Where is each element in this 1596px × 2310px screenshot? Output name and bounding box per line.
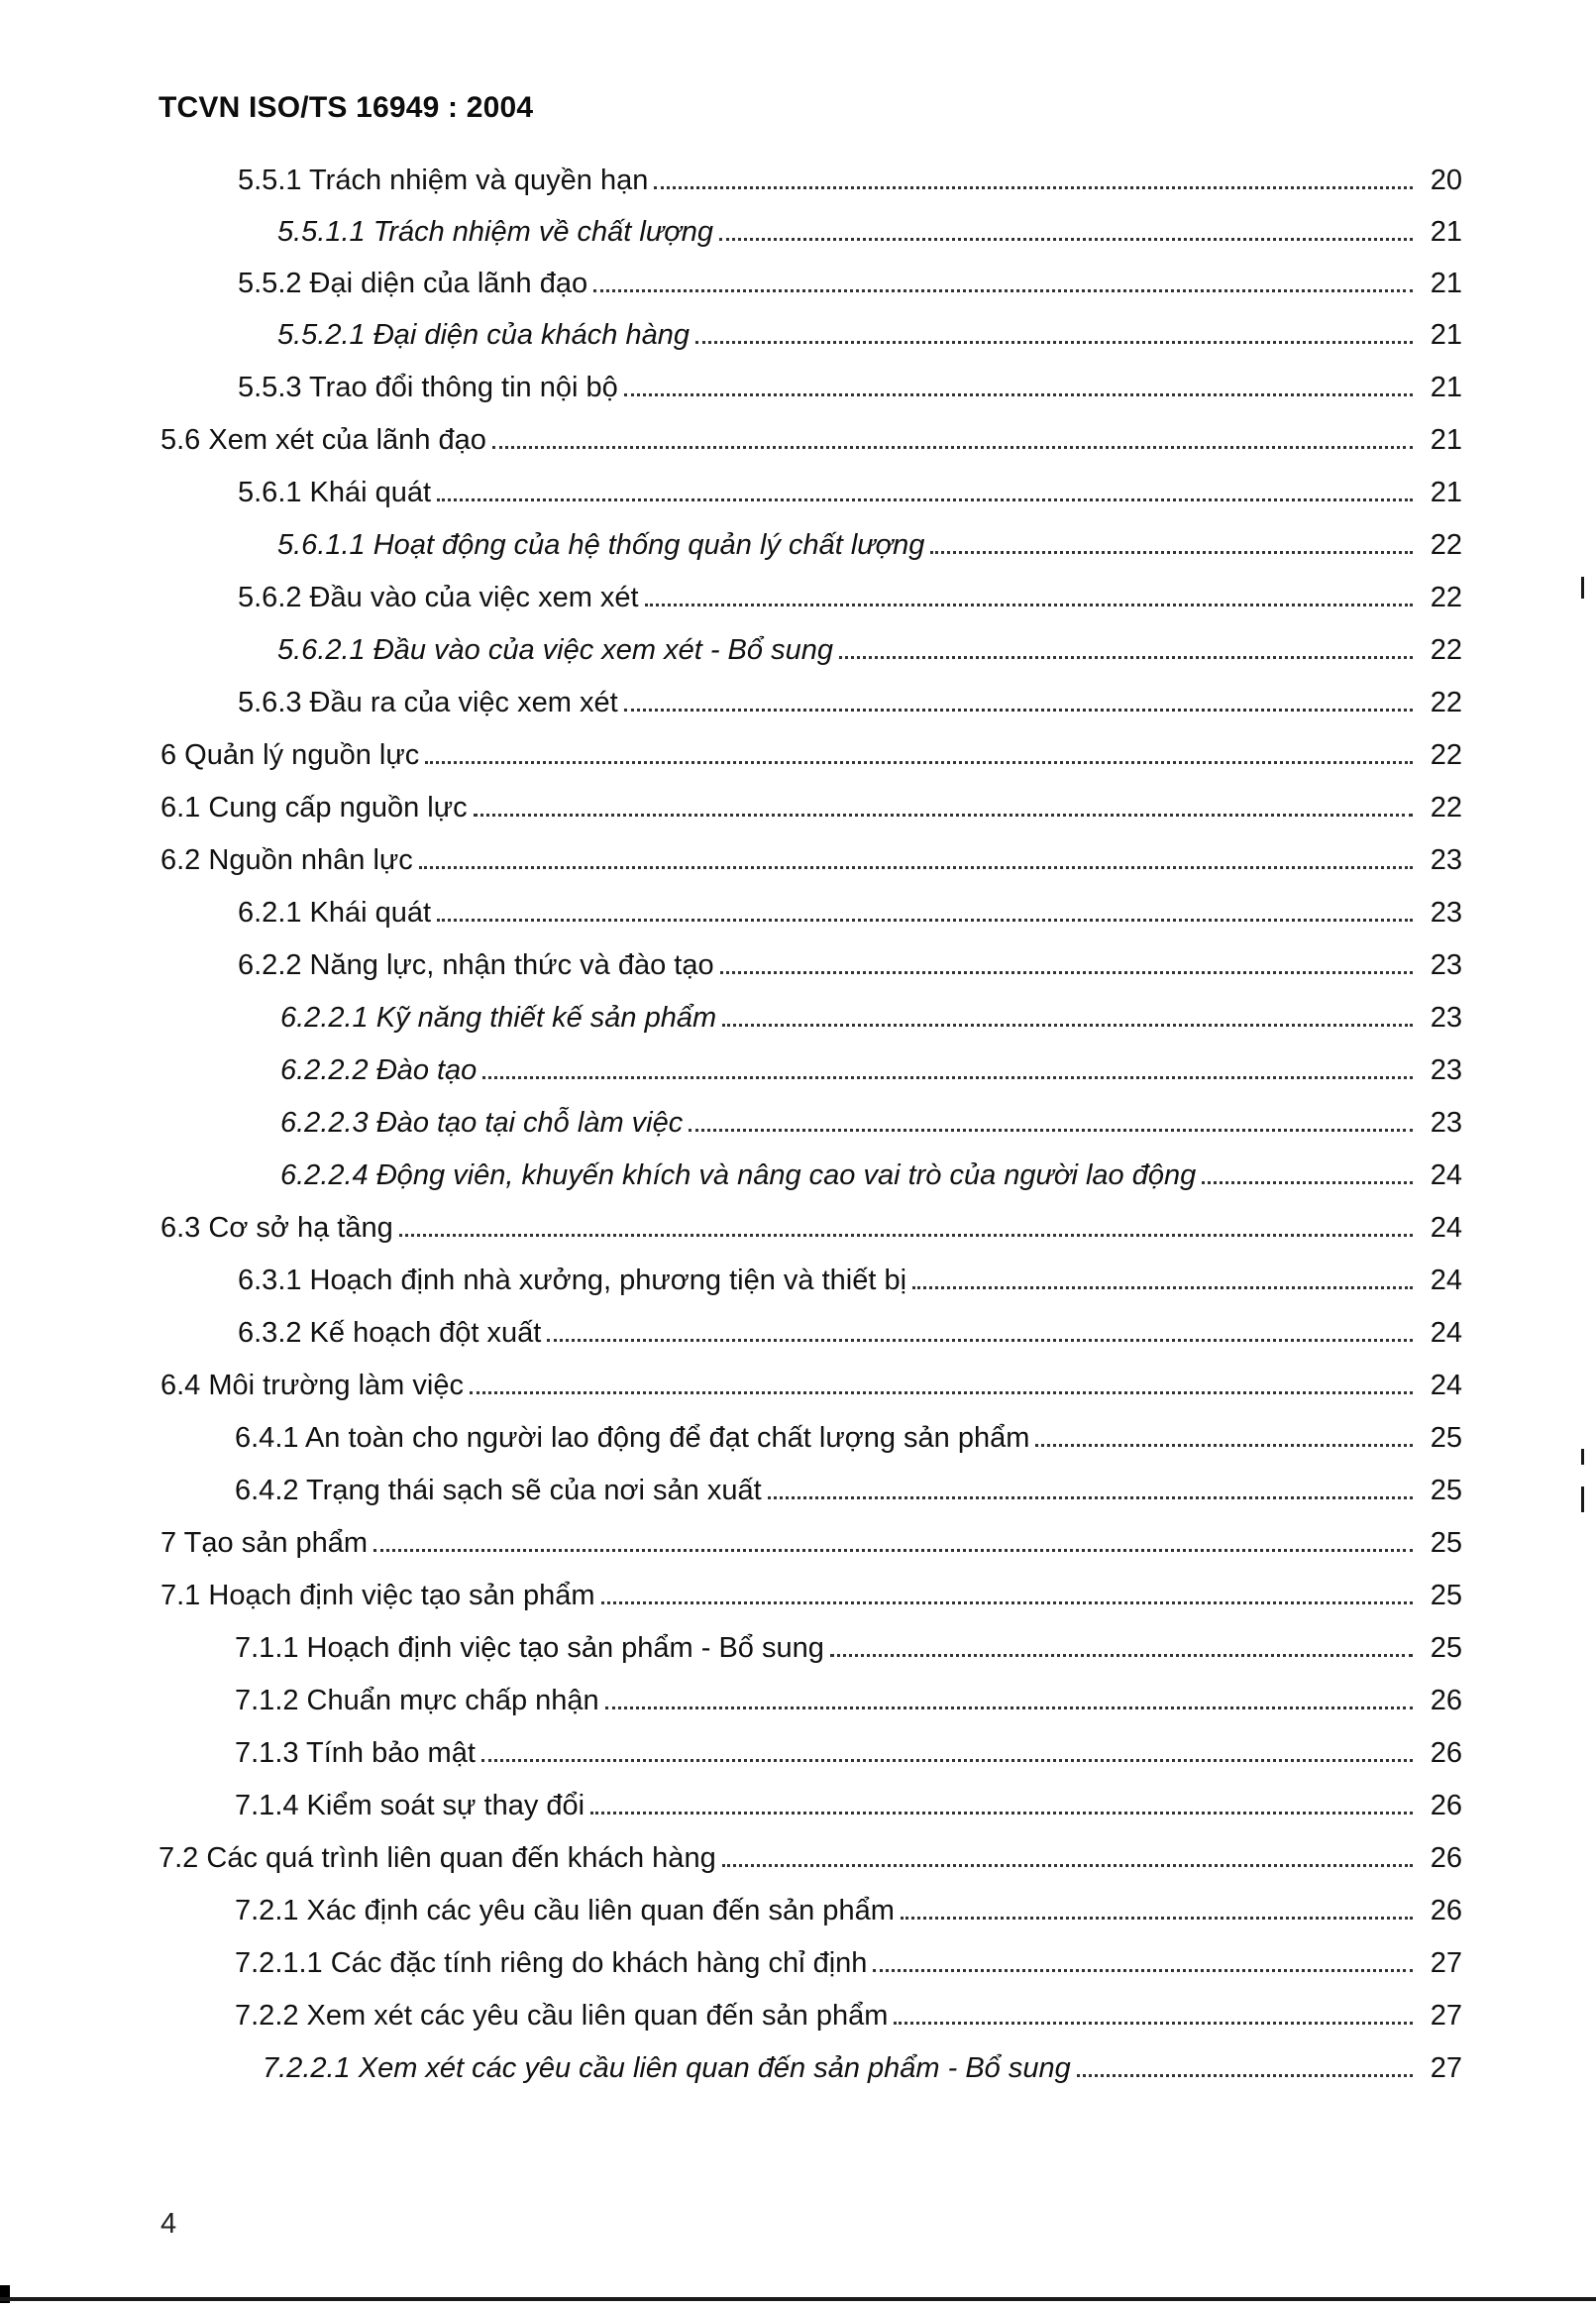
toc-entry-page: 27 <box>1430 2052 1462 2084</box>
toc-entry <box>238 161 1462 200</box>
toc-entry-title: 6.2.2 Năng lực, nhận thức và đào tạo <box>238 949 714 981</box>
dot-leader <box>894 2021 1413 2025</box>
toc-entry-page: 22 <box>1430 739 1462 771</box>
dot-leader <box>474 813 1413 817</box>
toc-entry-page: 21 <box>1430 216 1462 248</box>
toc-entry-title: 5.5.1.1 Trách nhiệm về chất lượng <box>277 216 713 248</box>
toc-entry <box>277 525 1462 565</box>
toc-entry <box>235 1471 1462 1510</box>
toc-entry-title: 7.1 Hoạch định việc tạo sản phẩm <box>160 1580 595 1611</box>
toc-entry-title: 5.5.3 Trao đổi thông tin nội bộ <box>238 372 618 403</box>
toc-entry-page: 25 <box>1430 1632 1462 1664</box>
toc-entry-page: 26 <box>1430 1790 1462 1821</box>
toc-entry-title: 6.2.2.4 Động viên, khuyến khích và nâng cao vai trò của người lao động <box>280 1159 1197 1191</box>
toc-entry-title: 7.2 Các quá trình liên quan đến khách hàng <box>159 1842 716 1874</box>
toc-entry <box>238 578 1462 617</box>
toc-entry-title: 6.1 Cung cấp nguồn lực <box>160 792 468 824</box>
dot-leader <box>722 1863 1413 1867</box>
toc-entry <box>160 1366 1462 1405</box>
toc-entry-title: 6.4 Môi trường làm việc <box>160 1370 464 1401</box>
toc-entry <box>160 1576 1462 1615</box>
toc-entry-page: 21 <box>1430 424 1462 456</box>
toc-entry-title: 7.1.3 Tính bảo mật <box>235 1737 476 1769</box>
dot-leader <box>373 1548 1413 1552</box>
toc-entry-title: 5.6.2.1 Đầu vào của việc xem xét - Bổ sung <box>277 634 833 666</box>
toc-entry-page: 22 <box>1430 792 1462 824</box>
toc-entry <box>160 788 1462 827</box>
toc-entry-page: 24 <box>1430 1317 1462 1349</box>
toc-entry <box>238 893 1462 933</box>
toc-entry-page: 22 <box>1430 529 1462 561</box>
dot-leader <box>722 1023 1413 1027</box>
dot-leader <box>720 970 1413 974</box>
toc-entry-page: 26 <box>1430 1842 1462 1874</box>
toc-entry-page: 21 <box>1430 372 1462 403</box>
toc-entry <box>160 1208 1462 1248</box>
toc-entry-page: 23 <box>1430 844 1462 876</box>
toc-entry <box>160 840 1462 880</box>
toc-entry <box>159 1838 1462 1878</box>
toc-entry-page: 24 <box>1430 1212 1462 1244</box>
toc-entry-page: 21 <box>1430 268 1462 299</box>
toc-entry-title: 5.6 Xem xét của lãnh đạo <box>160 424 486 456</box>
toc-entry-title: 7.2.2 Xem xét các yêu cầu liên quan đến sản phẩm <box>235 2000 889 2032</box>
page-number: 4 <box>160 2208 177 2240</box>
toc-entry <box>235 1733 1462 1773</box>
toc-entry-page: 23 <box>1430 1002 1462 1034</box>
toc-entry-page: 26 <box>1430 1737 1462 1769</box>
dot-leader <box>590 1811 1413 1815</box>
toc-entry-title: 6.3.2 Kế hoạch đột xuất <box>238 1317 542 1349</box>
toc-entry <box>280 1050 1462 1090</box>
toc-entry-title: 5.6.1 Khái quát <box>238 477 432 508</box>
toc-entry-page: 26 <box>1430 1895 1462 1926</box>
dot-leader <box>839 655 1413 659</box>
toc-entry-title: 5.5.1 Trách nhiệm và quyền hạn <box>238 165 649 196</box>
toc-entry-title: 5.6.1.1 Hoạt động của hệ thống quản lý chất lượng <box>277 529 925 561</box>
toc-entry-page: 20 <box>1430 165 1462 196</box>
toc-entry-page: 22 <box>1430 634 1462 666</box>
toc-entry-title: 6.2.2.3 Đào tạo tại chỗ làm việc <box>280 1107 684 1139</box>
toc-entry-title: 6.2 Nguồn nhân lực <box>160 844 413 876</box>
toc-entry <box>280 998 1462 1038</box>
dot-leader <box>547 1338 1413 1342</box>
toc-entry-page: 27 <box>1430 2000 1462 2032</box>
dot-leader <box>601 1600 1414 1604</box>
toc-entry <box>263 2048 1462 2088</box>
toc-entry <box>238 1261 1462 1300</box>
dot-leader <box>901 1916 1413 1920</box>
toc-entry-page: 21 <box>1430 319 1462 351</box>
dot-leader <box>482 1075 1413 1079</box>
toc-entry-title: 6.4.2 Trạng thái sạch sẽ của nơi sản xuất <box>235 1475 762 1506</box>
toc-entry-page: 21 <box>1430 477 1462 508</box>
toc-entry <box>238 473 1462 512</box>
dot-leader <box>768 1495 1413 1499</box>
dot-leader <box>399 1233 1413 1237</box>
dot-leader <box>419 865 1413 869</box>
toc-entry-title: 7.2.1.1 Các đặc tính riêng do khách hàng chỉ định <box>235 1947 868 1979</box>
dot-leader <box>830 1653 1413 1657</box>
toc-entry-title: 5.5.2 Đại diện của lãnh đạo <box>238 268 588 299</box>
toc-entry-title: 6.3 Cơ sở hạ tầng <box>160 1212 393 1244</box>
dot-leader <box>492 445 1413 449</box>
toc-entry-page: 25 <box>1430 1580 1462 1611</box>
dot-leader <box>873 1968 1413 1972</box>
toc-entry-title: 7.1.1 Hoạch định việc tạo sản phẩm - Bổ sung <box>235 1632 824 1664</box>
toc-entry-page: 27 <box>1430 1947 1462 1979</box>
toc-entry <box>277 630 1462 670</box>
toc-entry <box>280 1155 1462 1195</box>
toc-entry-title: 6.2.2.2 Đào tạo <box>280 1054 478 1086</box>
toc-entry <box>280 1103 1462 1143</box>
toc-entry <box>235 1418 1462 1458</box>
dot-leader <box>437 918 1413 922</box>
toc-entry-title: 6.4.1 An toàn cho người lao động để đạt chất lượng sản phẩm <box>235 1422 1030 1454</box>
toc-entry-title: 7.1.4 Kiểm soát sự thay đổi <box>235 1790 585 1821</box>
toc-entry-title: 5.5.2.1 Đại diện của khách hàng <box>277 319 690 351</box>
dot-leader <box>624 392 1413 396</box>
toc-entry-page: 25 <box>1430 1527 1462 1559</box>
toc-entry-page: 22 <box>1430 582 1462 613</box>
toc-entry <box>277 212 1462 252</box>
dot-leader <box>1202 1180 1413 1184</box>
scan-margin-mark <box>1581 1486 1584 1512</box>
dot-leader <box>645 603 1413 606</box>
toc-entry-page: 23 <box>1430 1107 1462 1139</box>
toc-entry <box>160 420 1462 460</box>
toc-entry <box>235 1996 1462 2035</box>
toc-entry-page: 25 <box>1430 1475 1462 1506</box>
dot-leader <box>930 550 1413 554</box>
dot-leader <box>912 1285 1413 1289</box>
dot-leader <box>624 708 1413 712</box>
dot-leader <box>425 760 1413 764</box>
toc-entry-title: 6.3.1 Hoạch định nhà xưởng, phương tiện và thiết bị <box>238 1265 907 1296</box>
toc-entry-page: 23 <box>1430 949 1462 981</box>
dot-leader <box>689 1128 1413 1132</box>
dot-leader <box>605 1705 1413 1709</box>
toc-entry-title: 5.6.2 Đầu vào của việc xem xét <box>238 582 639 613</box>
toc-entry-title: 6.2.1 Khái quát <box>238 897 432 929</box>
dot-leader <box>437 497 1413 501</box>
toc-entry-page: 25 <box>1430 1422 1462 1454</box>
toc-entry <box>235 1681 1462 1720</box>
toc-entry-page: 24 <box>1430 1265 1462 1296</box>
toc-entry-page: 23 <box>1430 897 1462 929</box>
toc-entry-page: 26 <box>1430 1685 1462 1716</box>
toc-entry <box>238 683 1462 722</box>
toc-entry <box>277 315 1462 355</box>
toc-entry <box>235 1891 1462 1930</box>
toc-entry-title: 5.6.3 Đầu ra của việc xem xét <box>238 687 618 718</box>
toc-entry <box>238 1313 1462 1353</box>
dot-leader <box>654 185 1413 189</box>
toc-entry-title: 6 Quản lý nguồn lực <box>160 739 420 771</box>
toc-entry-title: 7 Tạo sản phẩm <box>160 1527 369 1559</box>
bottom-rule <box>0 2297 1596 2301</box>
toc-entry-title: 6.2.2.1 Kỹ năng thiết kế sản phẩm <box>280 1002 717 1034</box>
scan-margin-mark <box>1581 577 1584 599</box>
toc-entry <box>235 1628 1462 1668</box>
toc-entry-title: 7.1.2 Chuẩn mực chấp nhận <box>235 1685 599 1716</box>
toc-entry <box>235 1786 1462 1825</box>
toc-entry-page: 22 <box>1430 687 1462 718</box>
toc-entry-page: 23 <box>1430 1054 1462 1086</box>
dot-leader <box>1035 1443 1413 1447</box>
toc-entry <box>160 1523 1462 1563</box>
dot-leader <box>695 340 1413 344</box>
toc-entry <box>235 1943 1462 1983</box>
toc-entry <box>238 264 1462 303</box>
toc-entry <box>238 945 1462 985</box>
toc-entry <box>160 735 1462 775</box>
toc-entry-page: 24 <box>1430 1159 1462 1191</box>
dot-leader <box>481 1758 1413 1762</box>
scan-margin-mark <box>1581 1449 1584 1465</box>
toc-entry-page: 24 <box>1430 1370 1462 1401</box>
dot-leader <box>470 1390 1413 1394</box>
dot-leader <box>1077 2073 1413 2077</box>
document-header: TCVN ISO/TS 16949 : 2004 <box>159 91 534 124</box>
toc-entry-title: 7.2.2.1 Xem xét các yêu cầu liên quan đến sản phẩm - Bổ sung <box>263 2052 1071 2084</box>
toc-entry-title: 7.2.1 Xác định các yêu cầu liên quan đến sản phẩm <box>235 1895 895 1926</box>
dot-leader <box>719 237 1413 241</box>
dot-leader <box>593 288 1413 292</box>
toc-entry <box>238 368 1462 407</box>
